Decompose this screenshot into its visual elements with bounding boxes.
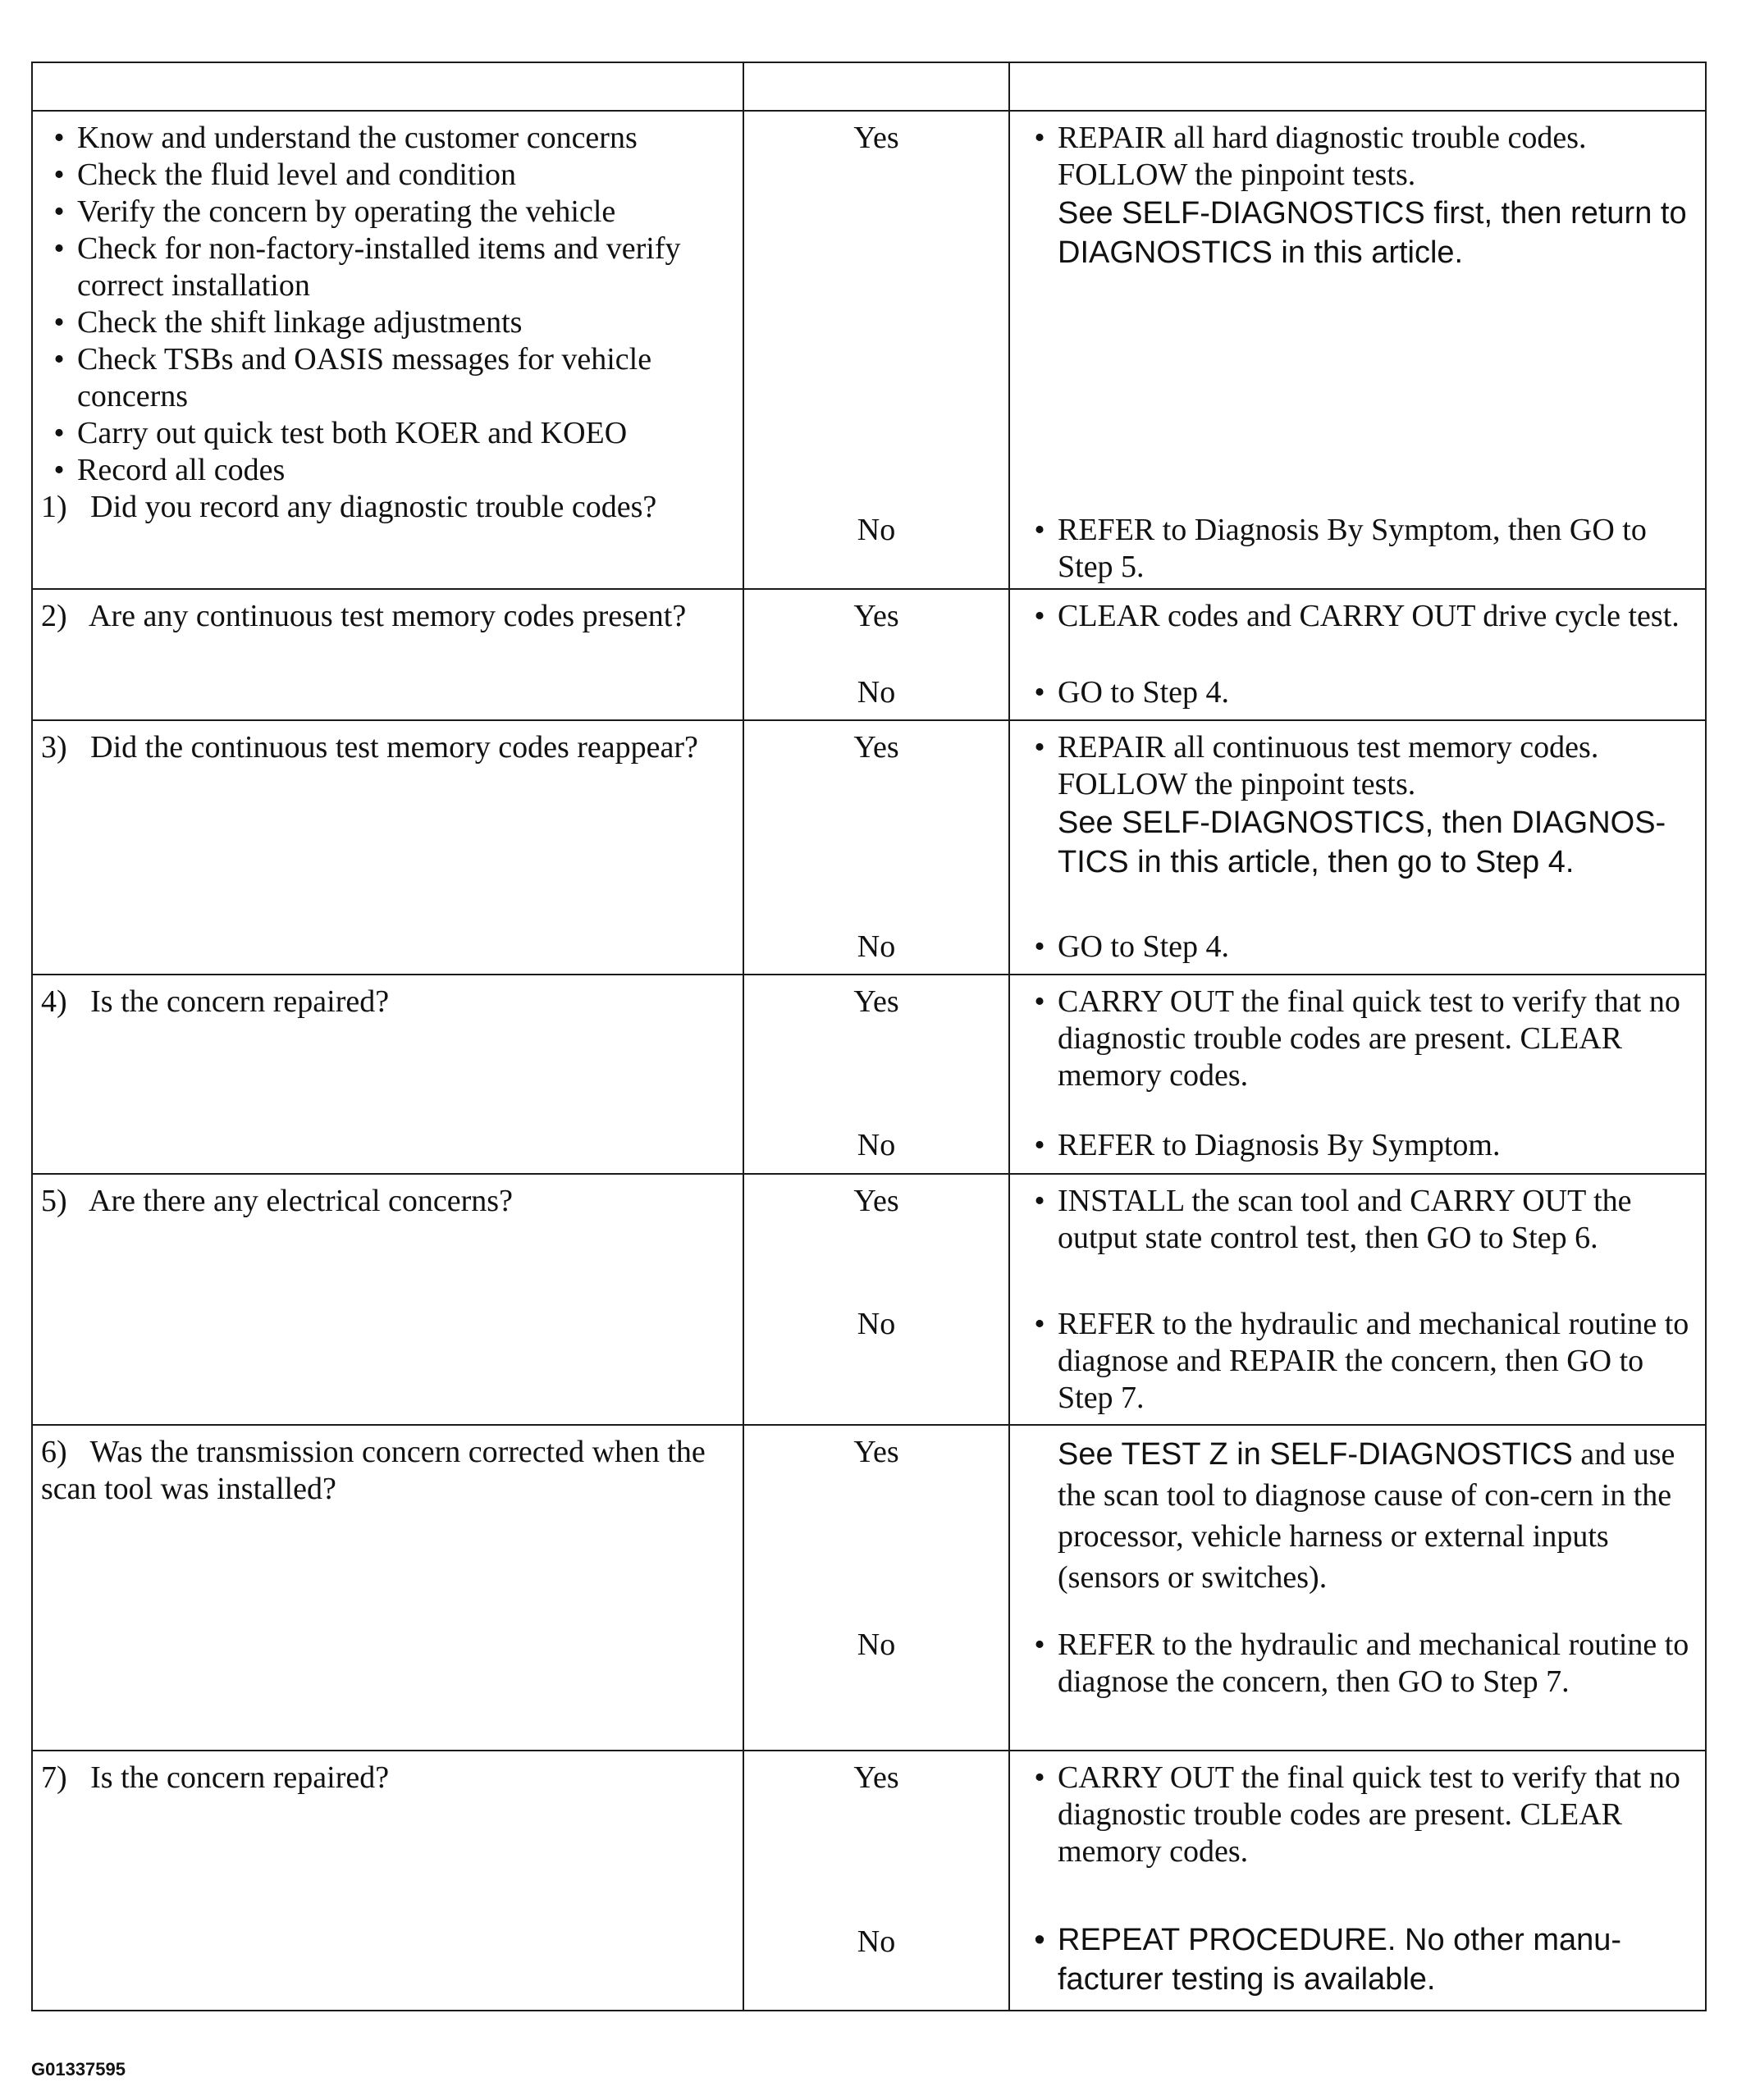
no-label: No [857,675,896,710]
no-actions [1010,512,1705,586]
step-3-action-cell [1009,720,1706,975]
see-note-prefix: See TEST Z in SELF-DIAGNOSTICS [1058,1437,1573,1472]
yes-actions [1010,1760,1705,1870]
list-item: • Know and understand the customer concerns [41,120,733,157]
step-3-question-cell [32,720,743,975]
list-item: • Record all codes [41,452,733,489]
yes-label: Yes [853,599,899,633]
table-row [32,1425,1706,1751]
yes-label: Yes [853,121,899,155]
no-actions [1010,1920,1705,1999]
see-note: See SELF-DIAGNOSTICS, then DIAGNOS-TICS in this article, then go to Step 4. [1058,806,1666,879]
no-label: No [857,1128,896,1162]
list-item: • Check the shift linkage adjustments [41,304,733,341]
action-item: • REFER to the hydraulic and mechanical routine to diagnose and REPAIR the concern, then GO to Step 7. [1022,1306,1698,1417]
table-row [32,975,1706,1174]
no-label: No [857,1307,896,1341]
yes-actions [1010,120,1705,272]
step-7-result-cell [743,1751,1009,2011]
table-row [32,1751,1706,2011]
step-2-result-cell [743,589,1009,720]
action-item: • REPEAT PROCEDURE. No other manu-facturer testing is available. [1022,1920,1698,1999]
diagnostic-table [31,62,1707,2011]
step-7-question-cell [32,1751,743,2011]
step-2-question-cell [32,589,743,720]
step-7-action-cell [1009,1751,1706,2011]
step-3-result-cell [743,720,1009,975]
step-2-action-cell [1009,589,1706,720]
yes-actions [1010,1183,1705,1257]
yes-label: Yes [853,1760,899,1795]
step-6-action-cell [1009,1425,1706,1751]
no-actions [1010,1127,1705,1164]
see-note-rest: and use the scan tool to diagnose cause of con-cern in the processor, vehicle harness or external inputs (sensors or switches). [1058,1437,1675,1595]
action-item: • GO to Step 4. [1022,929,1698,966]
yes-actions [1010,729,1705,882]
header-col-result [743,62,1009,111]
step-question: 1) Did you record any diagnostic trouble codes? [41,490,657,524]
step-6-question-cell [32,1425,743,1751]
action-item: • REFER to Diagnosis By Symptom. [1022,1127,1698,1164]
step-5-result-cell [743,1174,1009,1425]
no-label: No [857,513,896,547]
step-1-result-cell [743,111,1009,589]
action-item: • CLEAR codes and CARRY OUT drive cycle test. [1022,598,1698,635]
step-question: 7) Is the concern repaired? [41,1760,390,1795]
header-col-action [1009,62,1706,111]
action-item: • REPAIR all hard diagnostic trouble codes. FOLLOW the pinpoint tests. [1022,120,1698,194]
table-row [32,1174,1706,1425]
list-item: • Check for non-factory-installed items and verify correct installation [41,231,733,304]
yes-note [1010,1434,1705,1598]
list-item: • Verify the concern by operating the vehicle [41,194,733,231]
step-1-question-cell [32,111,743,589]
no-label: No [857,1924,896,1959]
no-actions [1010,929,1705,966]
action-item: • INSTALL the scan tool and CARRY OUT the output state control test, then GO to Step 6. [1022,1183,1698,1257]
list-item: • Check the fluid level and condition [41,157,733,194]
yes-label: Yes [853,1435,899,1469]
no-actions [1010,1627,1705,1701]
step-question: 2) Are any continuous test memory codes present? [41,599,687,633]
table-row [32,720,1706,975]
step-5-question-cell [32,1174,743,1425]
action-item: • REFER to Diagnosis By Symptom, then GO to Step 5. [1022,512,1698,586]
step-1-action-cell [1009,111,1706,589]
step-6-result-cell [743,1425,1009,1751]
list-item: • Check TSBs and OASIS messages for vehicle concerns [41,341,733,415]
no-actions [1010,674,1705,711]
precheck-list [41,120,733,489]
step-question: 6) Was the transmission concern corrected when the scan tool was installed? [41,1435,714,1506]
action-item: • REFER to the hydraulic and mechanical routine to diagnose the concern, then GO to Step 7. [1022,1627,1698,1701]
step-5-action-cell [1009,1174,1706,1425]
table-row [32,111,1706,589]
step-4-action-cell [1009,975,1706,1174]
step-question: 4) Is the concern repaired? [41,984,390,1019]
step-question: 5) Are there any electrical concerns? [41,1184,513,1218]
action-item: • CARRY OUT the final quick test to verify that no diagnostic trouble codes are present. CLEAR memory codes. [1022,1760,1698,1870]
step-4-question-cell [32,975,743,1174]
figure-id: G01337595 [31,2059,126,2079]
action-item: • CARRY OUT the final quick test to verify that no diagnostic trouble codes are present. CLEAR memory codes. [1022,984,1698,1094]
step-question: 3) Did the continuous test memory codes reappear? [41,730,698,765]
header-row [32,62,1706,111]
no-actions [1010,1306,1705,1417]
action-item: • GO to Step 4. [1022,674,1698,711]
no-label: No [857,929,896,964]
table-row [32,589,1706,720]
yes-actions [1010,598,1705,635]
step-4-result-cell [743,975,1009,1174]
yes-label: Yes [853,1184,899,1218]
header-col-test-step [32,62,743,111]
yes-actions [1010,984,1705,1094]
yes-label: Yes [853,984,899,1019]
see-note: See SELF-DIAGNOSTICS first, then return to DIAGNOSTICS in this article. [1058,196,1687,270]
yes-label: Yes [853,730,899,765]
no-label: No [857,1628,896,1662]
action-item: • REPAIR all continuous test memory codes. FOLLOW the pinpoint tests. [1022,729,1698,803]
list-item: • Carry out quick test both KOER and KOEO [41,415,733,452]
